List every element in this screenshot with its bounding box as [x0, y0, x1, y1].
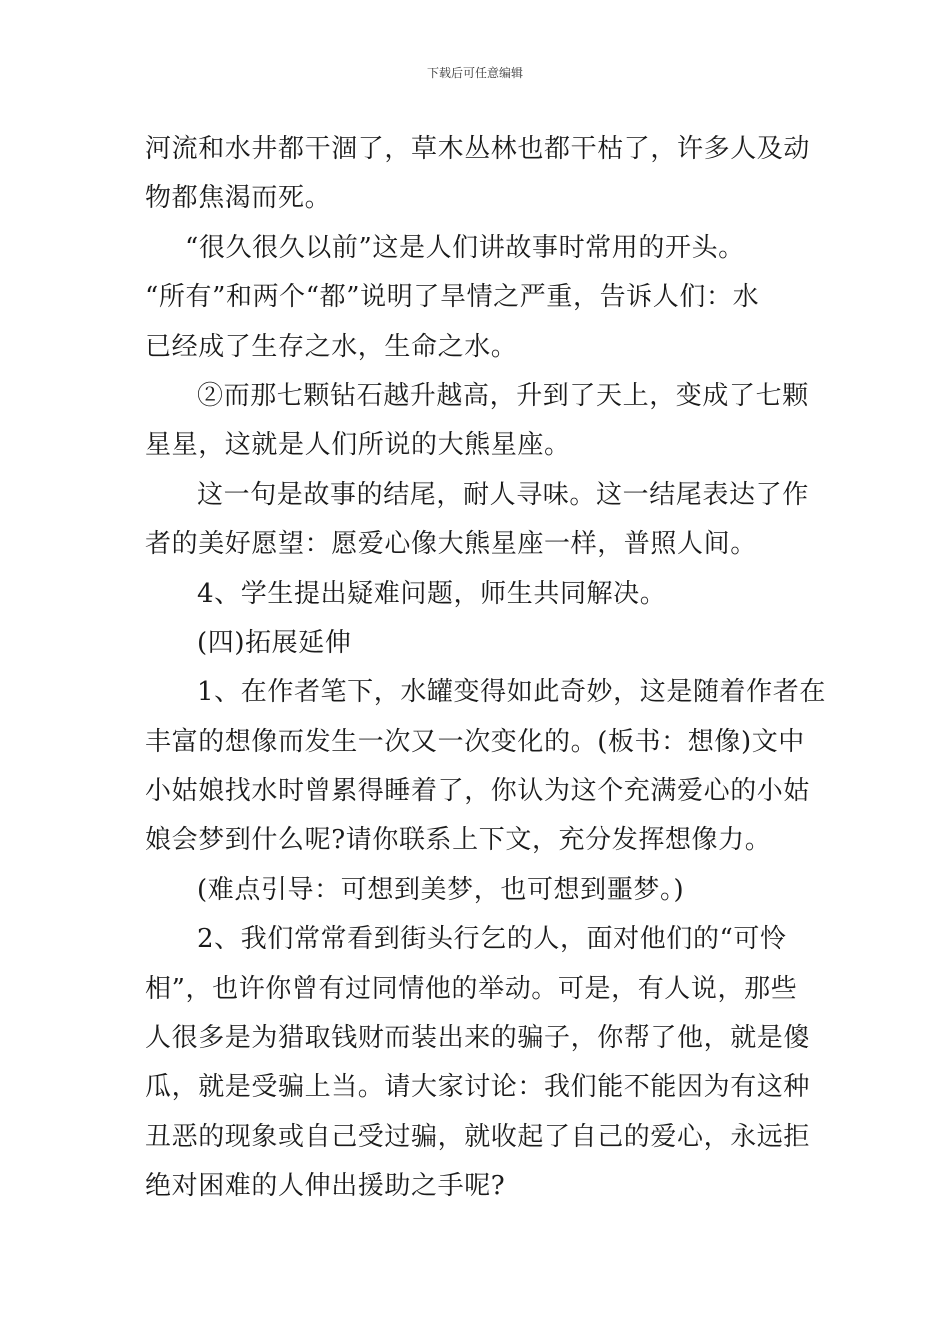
text-line: 河流和水井都干涸了，草木丛林也都干枯了，许多人及动 — [145, 134, 811, 164]
text-line: 绝对困难的人伸出援助之手呢? — [145, 1171, 506, 1202]
text-line: 这一句是故事的结尾，耐人寻味。这一结尾表达了作 — [197, 479, 809, 510]
document-body — [145, 125, 826, 1212]
text-line: (难点引导：可想到美梦，也可想到噩梦。) — [197, 874, 685, 905]
text-line: 星星，这就是人们所说的大熊星座。 — [145, 430, 571, 461]
text-line: 娘会梦到什么呢?请你联系上下文，充分发挥想像力。 — [145, 825, 772, 856]
text-line: 人很多是为猎取钱财而装出来的骗子，你帮了他，就是傻 — [145, 1023, 811, 1054]
text-line: 2、我们常常看到街头行乞的人，面对他们的“可怜 — [197, 924, 787, 955]
text-line: 1、在作者笔下，水罐变得如此奇妙，这是随着作者在 — [197, 677, 826, 708]
text-line: 物都焦渴而死。 — [145, 183, 332, 214]
text-line: 小姑娘找水时曾累得睡着了，你认为这个充满爱心的小姑 — [145, 776, 811, 807]
text-line: 丑恶的现象或自己受过骗，就收起了自己的爱心，永远拒 — [145, 1121, 811, 1152]
text-line: 相”，也许你曾有过同情他的举动。可是，有人说，那些 — [145, 973, 798, 1004]
text-line: “很久很久以前”这是人们讲故事时常用的开头。 — [185, 232, 745, 263]
page-header-note: 下载后可任意编辑 — [426, 66, 523, 80]
text-line: 已经成了生存之水，生命之水。 — [145, 331, 518, 362]
section-heading: (四)拓展延伸 — [197, 627, 352, 658]
text-line: ②而那七颗钻石越升越高，升到了天上，变成了七颗 — [197, 380, 809, 411]
text-line: 4、学生提出疑难问题，师生共同解决。 — [197, 578, 667, 609]
text-line: “所有”和两个“都”说明了旱情之严重，告诉人们：水 — [145, 282, 760, 313]
text-line: 丰富的想像而发生一次又一次变化的。(板书：想像)文中 — [145, 726, 805, 757]
text-line: 者的美好愿望：愿爱心像大熊星座一样，普照人间。 — [145, 529, 757, 560]
text-line: 瓜，就是受骗上当。请大家讨论：我们能不能因为有这种 — [145, 1072, 811, 1103]
